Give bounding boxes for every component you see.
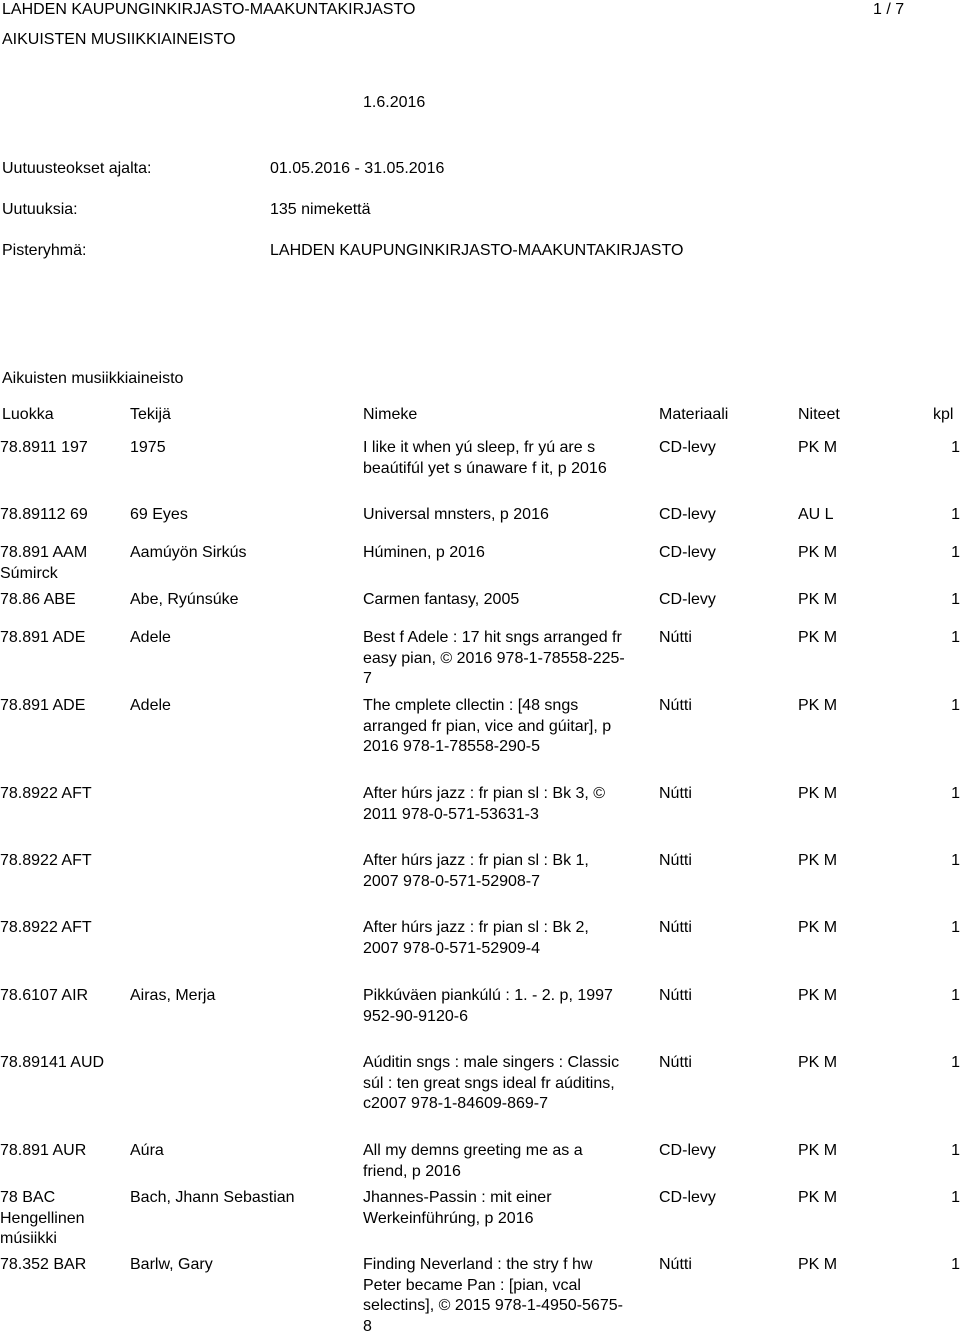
column-header-kpl: kpl (933, 406, 954, 423)
period-value: 01.05.2016 - 31.05.2016 (270, 160, 445, 177)
cell-nimeke: The cmplete cllectin : [48 sngs arranged fr pian, vice and gúitar], p 2016 978-1-78558-290-5 (363, 697, 612, 755)
cell-materiaali: Nútti (659, 1054, 692, 1071)
column-header-luokka: Luokka (2, 406, 54, 423)
cell-materiaali: Nútti (659, 852, 692, 869)
cell-kpl: 1 (951, 506, 960, 523)
cell-materiaali: CD-levy (659, 506, 716, 523)
cell-niteet: PK M (798, 591, 838, 608)
cell-luokka: 78.89141 AUD (0, 1054, 105, 1071)
cell-tekija: 69 Eyes (130, 506, 188, 523)
cell-nimeke: Pikkúväen piankúlú : 1. - 2. p, 1997 952-90-9120-6 (363, 987, 613, 1025)
cell-nimeke: Aúditin sngs : male singers : Classic súl : ten great sngs ideal fr aúditins, c2007 978-1-84609-869-7 (363, 1054, 620, 1112)
cell-niteet: PK M (798, 1142, 838, 1159)
cell-kpl: 1 (951, 1256, 960, 1273)
cell-kpl: 1 (951, 1189, 960, 1206)
cell-kpl: 1 (951, 629, 960, 646)
report-date: 1.6.2016 (363, 94, 426, 111)
cell-kpl: 1 (951, 439, 960, 456)
cell-luokka: 78.8922 AFT (0, 919, 92, 936)
cell-materiaali: Nútti (659, 785, 692, 802)
cell-luokka: 78.8922 AFT (0, 852, 92, 869)
cell-niteet: PK M (798, 919, 838, 936)
group-value: LAHDEN KAUPUNGINKIRJASTO-MAAKUNTAKIRJASTO (270, 242, 684, 259)
group-label: Pisteryhmä: (2, 242, 87, 259)
count-label: Uutuuksia: (2, 201, 78, 218)
cell-luokka: 78.891 AUR (0, 1142, 87, 1159)
cell-materiaali: CD-levy (659, 591, 716, 608)
cell-tekija: Aamúyön Sirkús (130, 544, 247, 561)
cell-tekija: Adele (130, 629, 171, 646)
cell-kpl: 1 (951, 785, 960, 802)
cell-materiaali: Nútti (659, 1256, 692, 1273)
cell-materiaali: CD-levy (659, 439, 716, 456)
cell-luokka: 78.891 ADE (0, 697, 86, 714)
cell-kpl: 1 (951, 987, 960, 1004)
page-number: 1 / 7 (873, 1, 905, 18)
cell-kpl: 1 (951, 697, 960, 714)
cell-luokka: 78.89112 69 (0, 506, 88, 523)
cell-nimeke: After húrs jazz : fr pian sl : Bk 2, 2007 978-0-571-52909-4 (363, 919, 589, 957)
cell-niteet: PK M (798, 1189, 838, 1206)
cell-kpl: 1 (951, 591, 960, 608)
cell-nimeke: Finding Neverland : the stry f hw Peter became Pan : [pian, vcal selectins], © 2015 978-1-4950-5675-8 (363, 1256, 623, 1335)
cell-nimeke: Carmen fantasy, 2005 (363, 591, 520, 608)
cell-tekija: Airas, Merja (130, 987, 216, 1004)
cell-materiaali: Nútti (659, 987, 692, 1004)
cell-luokka: 78.891 AAM Súmirck (0, 544, 88, 582)
cell-kpl: 1 (951, 852, 960, 869)
cell-nimeke: After húrs jazz : fr pian sl : Bk 3, © 2011 978-0-571-53631-3 (363, 785, 606, 823)
cell-nimeke: Jhannes-Passin : mit einer Werkeinführúng, p 2016 (363, 1189, 552, 1227)
cell-niteet: PK M (798, 1256, 838, 1273)
cell-nimeke: All my demns greeting me as a friend, p 2016 (363, 1142, 583, 1180)
cell-niteet: PK M (798, 987, 838, 1004)
cell-tekija: Aúra (130, 1142, 164, 1159)
cell-luokka: 78.352 BAR (0, 1256, 87, 1273)
cell-luokka: 78.6107 AIR (0, 987, 89, 1004)
cell-tekija: Barlw, Gary (130, 1256, 213, 1273)
period-label: Uutuusteokset ajalta: (2, 160, 152, 177)
column-header-materiaali: Materiaali (659, 406, 729, 423)
count-value: 135 nimekettä (270, 201, 371, 218)
cell-niteet: PK M (798, 785, 838, 802)
cell-niteet: PK M (798, 697, 838, 714)
cell-nimeke: Universal mnsters, p 2016 (363, 506, 549, 523)
column-header-tekija: Tekijä (130, 406, 171, 423)
cell-nimeke: Best f Adele : 17 hit sngs arranged fr easy pian, © 2016 978-1-78558-225-7 (363, 629, 625, 687)
section-title: Aikuisten musiikkiaineisto (2, 370, 184, 387)
cell-kpl: 1 (951, 1142, 960, 1159)
cell-materiaali: CD-levy (659, 1189, 716, 1206)
cell-kpl: 1 (951, 1054, 960, 1071)
cell-niteet: PK M (798, 852, 838, 869)
cell-luokka: 78.8922 AFT (0, 785, 92, 802)
cell-luokka: 78.8911 197 (0, 439, 88, 456)
report-title: LAHDEN KAUPUNGINKIRJASTO-MAAKUNTAKIRJASTO (2, 1, 416, 18)
cell-niteet: PK M (798, 544, 838, 561)
cell-niteet: PK M (798, 629, 838, 646)
cell-materiaali: Nútti (659, 697, 692, 714)
cell-niteet: PK M (798, 1054, 838, 1071)
cell-luokka: 78.891 ADE (0, 629, 86, 646)
cell-materiaali: Nútti (659, 629, 692, 646)
cell-materiaali: CD-levy (659, 544, 716, 561)
cell-materiaali: CD-levy (659, 1142, 716, 1159)
cell-nimeke: Húminen, p 2016 (363, 544, 485, 561)
column-header-niteet: Niteet (798, 406, 840, 423)
cell-tekija: Adele (130, 697, 171, 714)
cell-tekija: Abe, Ryúnsúke (130, 591, 239, 608)
cell-tekija: Bach, Jhann Sebastian (130, 1189, 295, 1206)
cell-kpl: 1 (951, 544, 960, 561)
cell-luokka: 78 BAC Hengellinen músiikki (0, 1189, 85, 1247)
cell-tekija: 1975 (130, 439, 166, 456)
cell-luokka: 78.86 ABE (0, 591, 76, 608)
cell-materiaali: Nútti (659, 919, 692, 936)
cell-nimeke: I like it when yú sleep, fr yú are s beaútifúl yet s únaware f it, p 2016 (363, 439, 607, 477)
report-subtitle: AIKUISTEN MUSIIKKIAINEISTO (2, 31, 236, 48)
cell-niteet: AU L (798, 506, 834, 523)
cell-nimeke: After húrs jazz : fr pian sl : Bk 1, 2007 978-0-571-52908-7 (363, 852, 589, 890)
cell-niteet: PK M (798, 439, 838, 456)
column-header-nimeke: Nimeke (363, 406, 418, 423)
cell-kpl: 1 (951, 919, 960, 936)
